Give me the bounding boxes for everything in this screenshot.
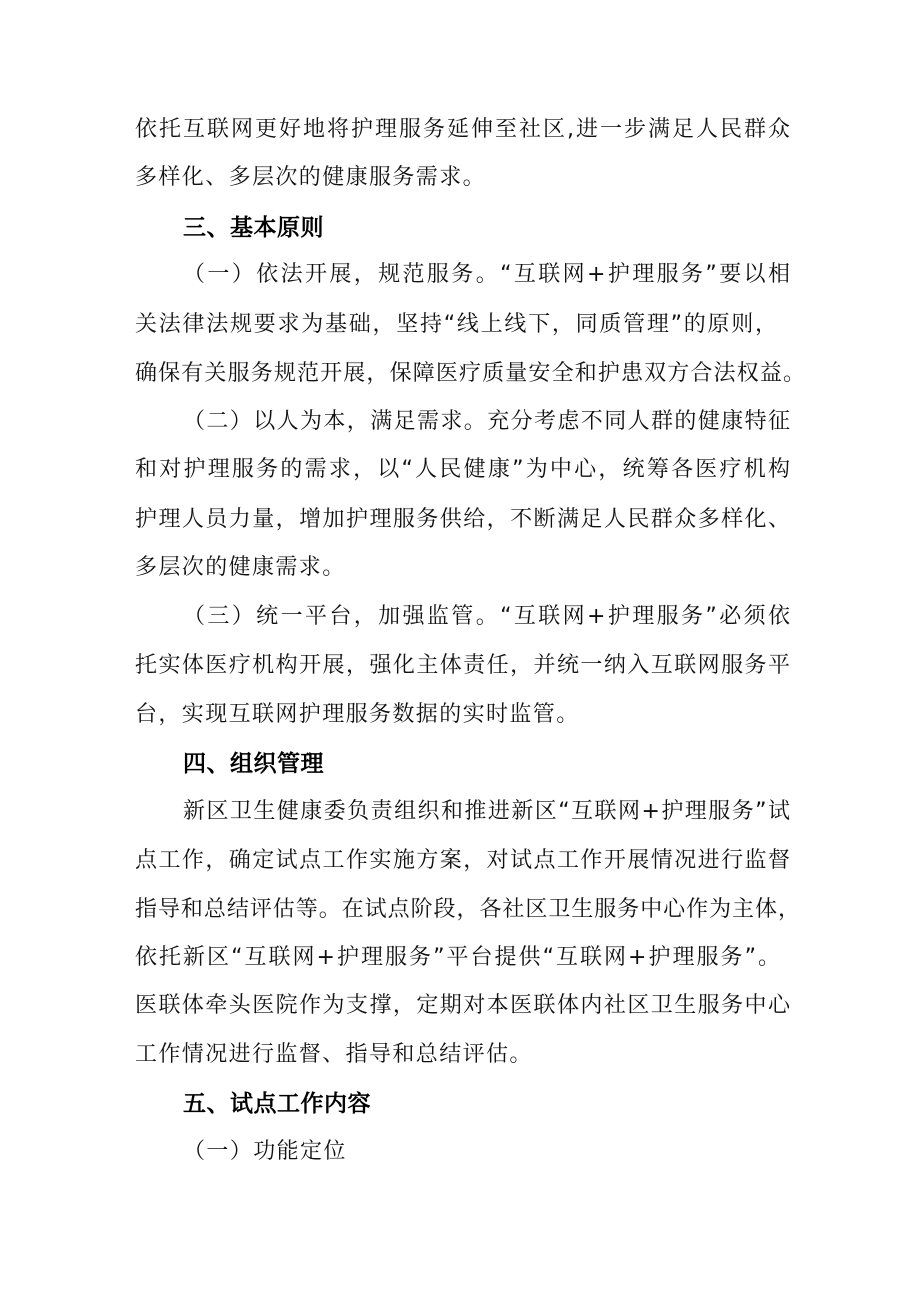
paragraph-line: 台，实现互联网护理服务数据的实时监管。	[135, 702, 580, 727]
paragraph-line: 工作情况进行监督、指导和总结评估。	[135, 1042, 533, 1067]
paragraph-line: 护理人员力量，增加护理服务供给，不断满足人民群众多样化、	[135, 507, 790, 532]
paragraph-line: 点工作，确定试点工作实施方案，对试点工作开展情况进行监督	[135, 848, 790, 873]
paragraph-line: （三）统一平台，加强监管。“互联网+护理服务”必须依	[183, 604, 790, 629]
paragraph-line: 多层次的健康需求。	[135, 555, 346, 580]
paragraph-line: 依托互联网更好地将护理服务延伸至社区,进一步满足人民群众	[135, 117, 790, 142]
paragraph-line: 医联体牵头医院作为支撑，定期对本医联体内社区卫生服务中心	[135, 993, 790, 1018]
section-heading: 四、组织管理	[183, 751, 324, 777]
paragraph-line: 托实体医疗机构开展，强化主体责任，并统一纳入互联网服务平	[135, 653, 790, 678]
paragraph-line: （一）依法开展，规范服务。“互联网+护理服务”要以相	[183, 262, 790, 287]
paragraph-line: 和对护理服务的需求，以“人民健康”为中心，统筹各医疗机构	[135, 457, 790, 482]
paragraph-line: 指导和总结评估等。在试点阶段，各社区卫生服务中心作为主体，	[135, 897, 800, 922]
subsection-heading: （一）功能定位	[183, 1139, 347, 1164]
paragraph-line: 依托新区“互联网+护理服务”平台提供“互联网+护理服务”。	[135, 945, 780, 970]
paragraph-line: 多样化、多层次的健康服务需求。	[135, 165, 487, 190]
paragraph-line: 确保有关服务规范开展，保障医疗质量安全和护患双方合法权益。	[135, 361, 805, 386]
section-heading: 五、试点工作内容	[183, 1091, 371, 1117]
paragraph-line: 关法律法规要求为基础，坚持“线上线下，同质管理”的原则，	[135, 312, 777, 337]
paragraph-line: （二）以人为本，满足需求。充分考虑不同人群的健康特征	[183, 409, 790, 434]
paragraph-line: 新区卫生健康委负责组织和推进新区“互联网+护理服务”试	[183, 799, 790, 824]
section-heading: 三、基本原则	[183, 215, 324, 241]
